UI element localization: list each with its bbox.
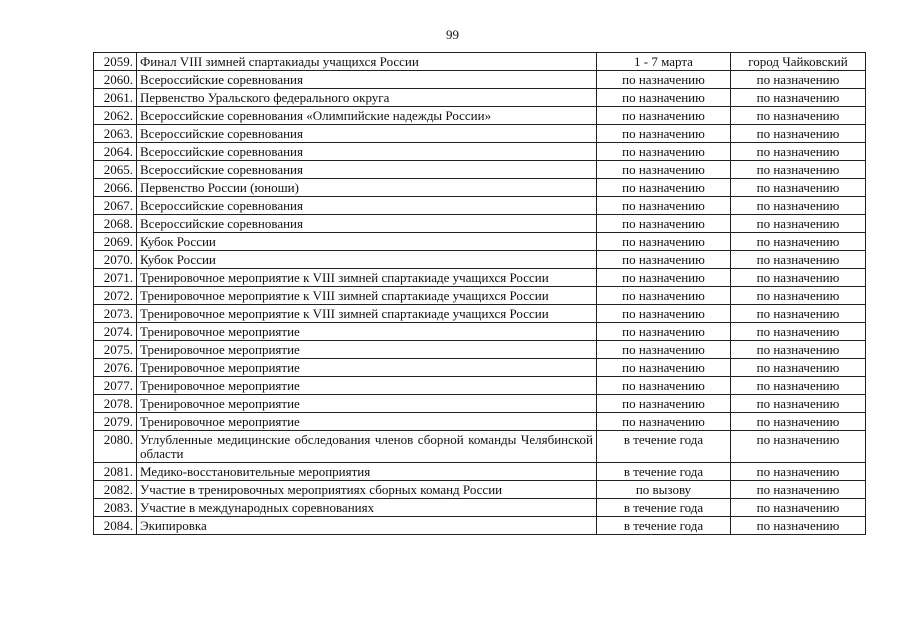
event-name: Первенство России (юноши) bbox=[137, 179, 597, 197]
row-number: 2065. bbox=[94, 161, 137, 179]
table-row bbox=[94, 413, 866, 431]
event-name: Тренировочное мероприятие bbox=[137, 413, 597, 431]
page-number: 99 bbox=[446, 27, 459, 42]
table-row bbox=[94, 179, 866, 197]
event-place: город Чайковский bbox=[731, 53, 866, 71]
table-row bbox=[94, 323, 866, 341]
table-row bbox=[94, 125, 866, 143]
row-number: 2064. bbox=[94, 143, 137, 161]
table-row bbox=[94, 269, 866, 287]
event-date: по назначению bbox=[597, 161, 731, 179]
row-number: 2060. bbox=[94, 71, 137, 89]
table-row bbox=[94, 359, 866, 377]
event-place: по назначению bbox=[731, 517, 866, 535]
row-number: 2074. bbox=[94, 323, 137, 341]
row-number: 2072. bbox=[94, 287, 137, 305]
row-number: 2061. bbox=[94, 89, 137, 107]
event-place: по назначению bbox=[731, 287, 866, 305]
event-place: по назначению bbox=[731, 481, 866, 499]
event-date: по вызову bbox=[597, 481, 731, 499]
event-date: по назначению bbox=[597, 107, 731, 125]
event-name: Всероссийские соревнования bbox=[137, 161, 597, 179]
event-place: по назначению bbox=[731, 431, 866, 463]
row-number: 2077. bbox=[94, 377, 137, 395]
event-date: в течение года bbox=[597, 517, 731, 535]
event-date: по назначению bbox=[597, 125, 731, 143]
event-name: Всероссийские соревнования bbox=[137, 215, 597, 233]
table-row bbox=[94, 71, 866, 89]
table-row bbox=[94, 377, 866, 395]
table-row bbox=[94, 143, 866, 161]
event-name: Тренировочное мероприятие bbox=[137, 395, 597, 413]
table-row bbox=[94, 517, 866, 535]
row-number: 2082. bbox=[94, 481, 137, 499]
row-number: 2070. bbox=[94, 251, 137, 269]
event-name: Первенство Уральского федерального округа bbox=[137, 89, 597, 107]
row-number: 2063. bbox=[94, 125, 137, 143]
event-name: Тренировочное мероприятие к VIII зимней спартакиаде учащихся России bbox=[137, 269, 597, 287]
row-number: 2066. bbox=[94, 179, 137, 197]
event-date: по назначению bbox=[597, 359, 731, 377]
event-name: Экипировка bbox=[137, 517, 597, 535]
table-row bbox=[94, 287, 866, 305]
table-row bbox=[94, 305, 866, 323]
event-date: по назначению bbox=[597, 197, 731, 215]
event-name: Участие в международных соревнованиях bbox=[137, 499, 597, 517]
event-place: по назначению bbox=[731, 161, 866, 179]
event-date: по назначению bbox=[597, 71, 731, 89]
event-date: по назначению bbox=[597, 89, 731, 107]
event-name: Всероссийские соревнования bbox=[137, 197, 597, 215]
row-number: 2068. bbox=[94, 215, 137, 233]
event-place: по назначению bbox=[731, 499, 866, 517]
events-table bbox=[93, 52, 866, 535]
event-place: по назначению bbox=[731, 341, 866, 359]
event-name: Тренировочное мероприятие bbox=[137, 377, 597, 395]
event-name: Участие в тренировочных мероприятиях сборных команд России bbox=[137, 481, 597, 499]
event-place: по назначению bbox=[731, 71, 866, 89]
table-row bbox=[94, 197, 866, 215]
event-place: по назначению bbox=[731, 323, 866, 341]
table-row bbox=[94, 107, 866, 125]
table-row bbox=[94, 233, 866, 251]
event-name: Медико-восстановительные мероприятия bbox=[137, 463, 597, 481]
table-row bbox=[94, 431, 866, 463]
event-place: по назначению bbox=[731, 413, 866, 431]
event-place: по назначению bbox=[731, 233, 866, 251]
table-row bbox=[94, 499, 866, 517]
event-name: Всероссийские соревнования bbox=[137, 71, 597, 89]
table-row bbox=[94, 395, 866, 413]
event-date: в течение года bbox=[597, 463, 731, 481]
event-place: по назначению bbox=[731, 215, 866, 233]
row-number: 2079. bbox=[94, 413, 137, 431]
event-date: по назначению bbox=[597, 269, 731, 287]
event-date: по назначению bbox=[597, 305, 731, 323]
event-place: по назначению bbox=[731, 463, 866, 481]
event-name: Углубленные медицинские обследования членов сборной команды Челябинской области bbox=[137, 431, 597, 463]
event-name: Кубок России bbox=[137, 251, 597, 269]
event-place: по назначению bbox=[731, 305, 866, 323]
row-number: 2083. bbox=[94, 499, 137, 517]
event-date: по назначению bbox=[597, 143, 731, 161]
event-name: Всероссийские соревнования bbox=[137, 125, 597, 143]
row-number: 2084. bbox=[94, 517, 137, 535]
table-row bbox=[94, 251, 866, 269]
row-number: 2081. bbox=[94, 463, 137, 481]
table-row bbox=[94, 161, 866, 179]
event-place: по назначению bbox=[731, 395, 866, 413]
table-row bbox=[94, 89, 866, 107]
event-name: Тренировочное мероприятие bbox=[137, 359, 597, 377]
event-date: по назначению bbox=[597, 341, 731, 359]
event-date: в течение года bbox=[597, 431, 731, 463]
event-place: по назначению bbox=[731, 143, 866, 161]
event-name: Всероссийские соревнования bbox=[137, 143, 597, 161]
event-place: по назначению bbox=[731, 269, 866, 287]
row-number: 2073. bbox=[94, 305, 137, 323]
table-row bbox=[94, 215, 866, 233]
row-number: 2062. bbox=[94, 107, 137, 125]
event-place: по назначению bbox=[731, 359, 866, 377]
event-place: по назначению bbox=[731, 125, 866, 143]
event-date: по назначению bbox=[597, 233, 731, 251]
row-number: 2076. bbox=[94, 359, 137, 377]
table-row bbox=[94, 341, 866, 359]
event-date: по назначению bbox=[597, 179, 731, 197]
event-date: по назначению bbox=[597, 413, 731, 431]
table-row bbox=[94, 481, 866, 499]
table-row bbox=[94, 463, 866, 481]
event-place: по назначению bbox=[731, 197, 866, 215]
row-number: 2069. bbox=[94, 233, 137, 251]
event-name: Кубок России bbox=[137, 233, 597, 251]
event-name: Тренировочное мероприятие к VIII зимней спартакиаде учащихся России bbox=[137, 305, 597, 323]
event-date: по назначению bbox=[597, 323, 731, 341]
event-place: по назначению bbox=[731, 179, 866, 197]
row-number: 2067. bbox=[94, 197, 137, 215]
row-number: 2075. bbox=[94, 341, 137, 359]
event-name: Тренировочное мероприятие bbox=[137, 323, 597, 341]
event-date: по назначению bbox=[597, 251, 731, 269]
table-row bbox=[94, 53, 866, 71]
event-place: по назначению bbox=[731, 251, 866, 269]
row-number: 2078. bbox=[94, 395, 137, 413]
event-date: 1 - 7 марта bbox=[597, 53, 731, 71]
event-name: Тренировочное мероприятие к VIII зимней спартакиаде учащихся России bbox=[137, 287, 597, 305]
row-number: 2080. bbox=[94, 431, 137, 463]
event-name: Тренировочное мероприятие bbox=[137, 341, 597, 359]
events-table-body bbox=[94, 53, 866, 535]
event-date: по назначению bbox=[597, 395, 731, 413]
event-name: Финал VIII зимней спартакиады учащихся России bbox=[137, 53, 597, 71]
event-date: в течение года bbox=[597, 499, 731, 517]
event-date: по назначению bbox=[597, 287, 731, 305]
row-number: 2059. bbox=[94, 53, 137, 71]
row-number: 2071. bbox=[94, 269, 137, 287]
event-date: по назначению bbox=[597, 377, 731, 395]
event-place: по назначению bbox=[731, 377, 866, 395]
event-date: по назначению bbox=[597, 215, 731, 233]
event-place: по назначению bbox=[731, 89, 866, 107]
event-name: Всероссийские соревнования «Олимпийские надежды России» bbox=[137, 107, 597, 125]
event-place: по назначению bbox=[731, 107, 866, 125]
